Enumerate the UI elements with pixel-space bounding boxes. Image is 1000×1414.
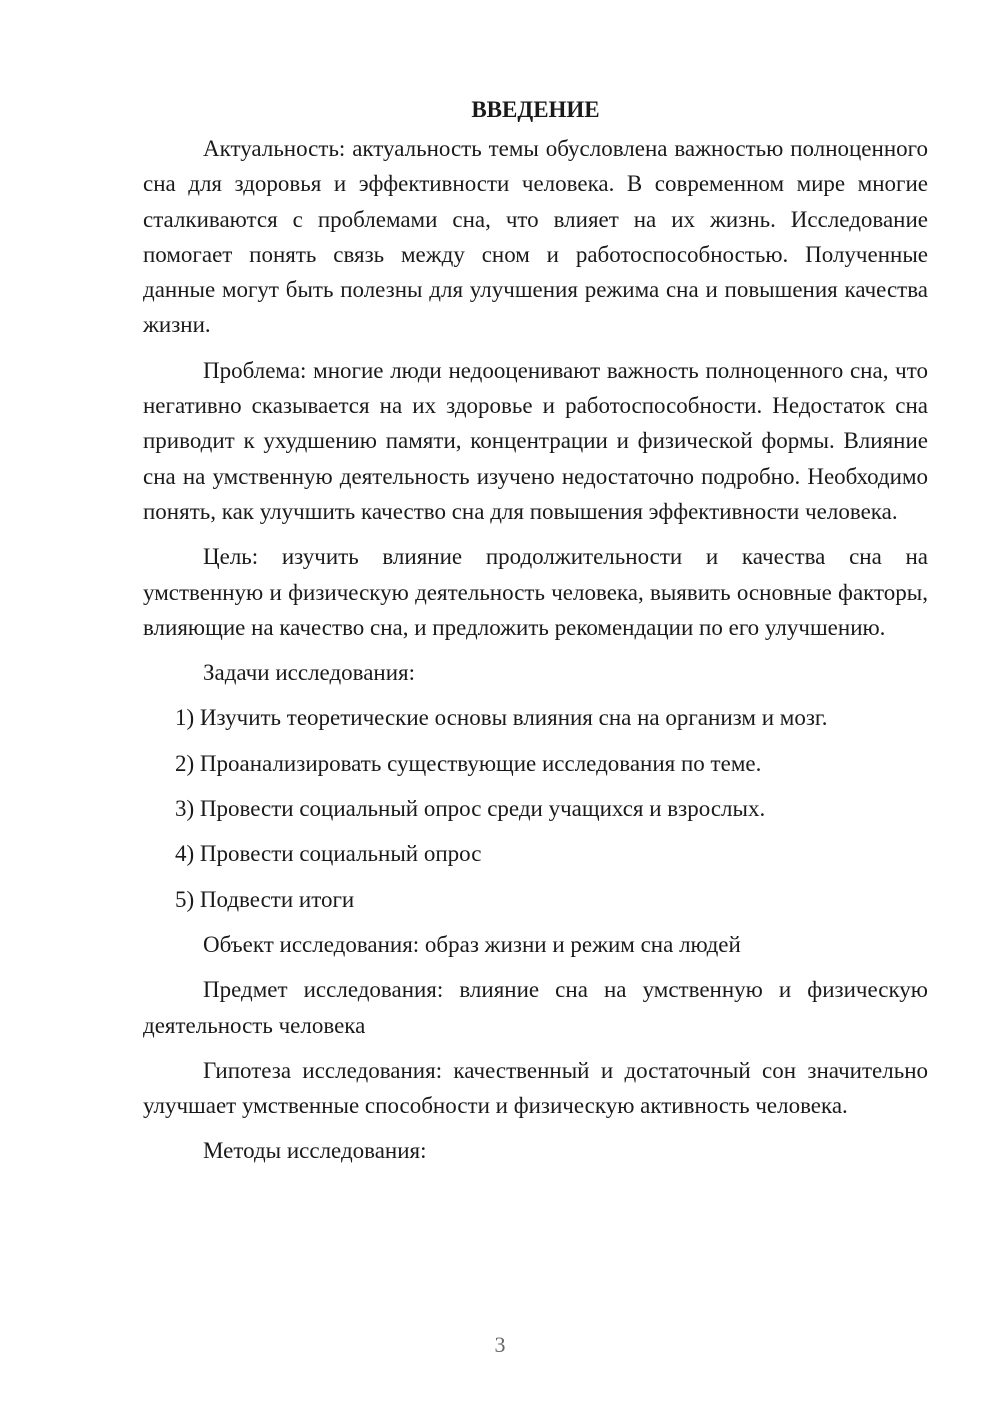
methods-heading: Методы исследования:	[203, 1138, 427, 1164]
task-item: 5) Подвести итоги	[175, 886, 355, 912]
task-item: 4) Провести социальный опрос	[175, 841, 482, 867]
problem-paragraph: Проблема: многие люди недооценивают важность полноценного сна, что негативно сказывается на их здоровье и работоспособности. Недостаток сна приводит к ухудшению памяти, концентрации и физической формы. Влияние сна на умственную деятельность изучено недостаточно подробно. Необходимо понять, как улучшить качество сна для повышения эффективности человека.	[143, 357, 928, 524]
page-content	[143, 92, 928, 1179]
goal-paragraph: Цель: изучить влияние продолжительности и качества сна на умственную и физическую деятельность человека, выявить основные факторы, влияющие на качество сна, и предложить рекомендации по его улучшению.	[143, 544, 928, 640]
hypothesis-paragraph: Гипотеза исследования: качественный и достаточный сон значительно улучшает умственные способности и физическую активность человека.	[143, 1057, 928, 1119]
task-item: 1) Изучить теоретические основы влияния сна на организм и мозг.	[175, 705, 828, 731]
relevance-paragraph: Актуальность: актуальность темы обусловлена важностью полноценного сна для здоровья и эффективности человека. В современном мире многие сталкиваются с проблемами сна, что влияет на их жизнь. Исследование помогает понять связь между сном и работоспособностью. Полученные данные могут быть полезны для улучшения режима сна и повышения качества жизни.	[143, 136, 928, 338]
page-number: 3	[494, 1332, 506, 1357]
object-paragraph: Объект исследования: образ жизни и режим сна людей	[203, 931, 741, 957]
task-item: 3) Провести социальный опрос среди учащихся и взрослых.	[175, 796, 766, 822]
tasks-heading: Задачи исследования:	[203, 660, 416, 686]
task-item: 2) Проанализировать существующие исследования по теме.	[175, 750, 762, 776]
page-title: ВВЕДЕНИЕ	[471, 97, 600, 122]
subject-paragraph: Предмет исследования: влияние сна на умственную и физическую деятельность человека	[143, 977, 928, 1038]
